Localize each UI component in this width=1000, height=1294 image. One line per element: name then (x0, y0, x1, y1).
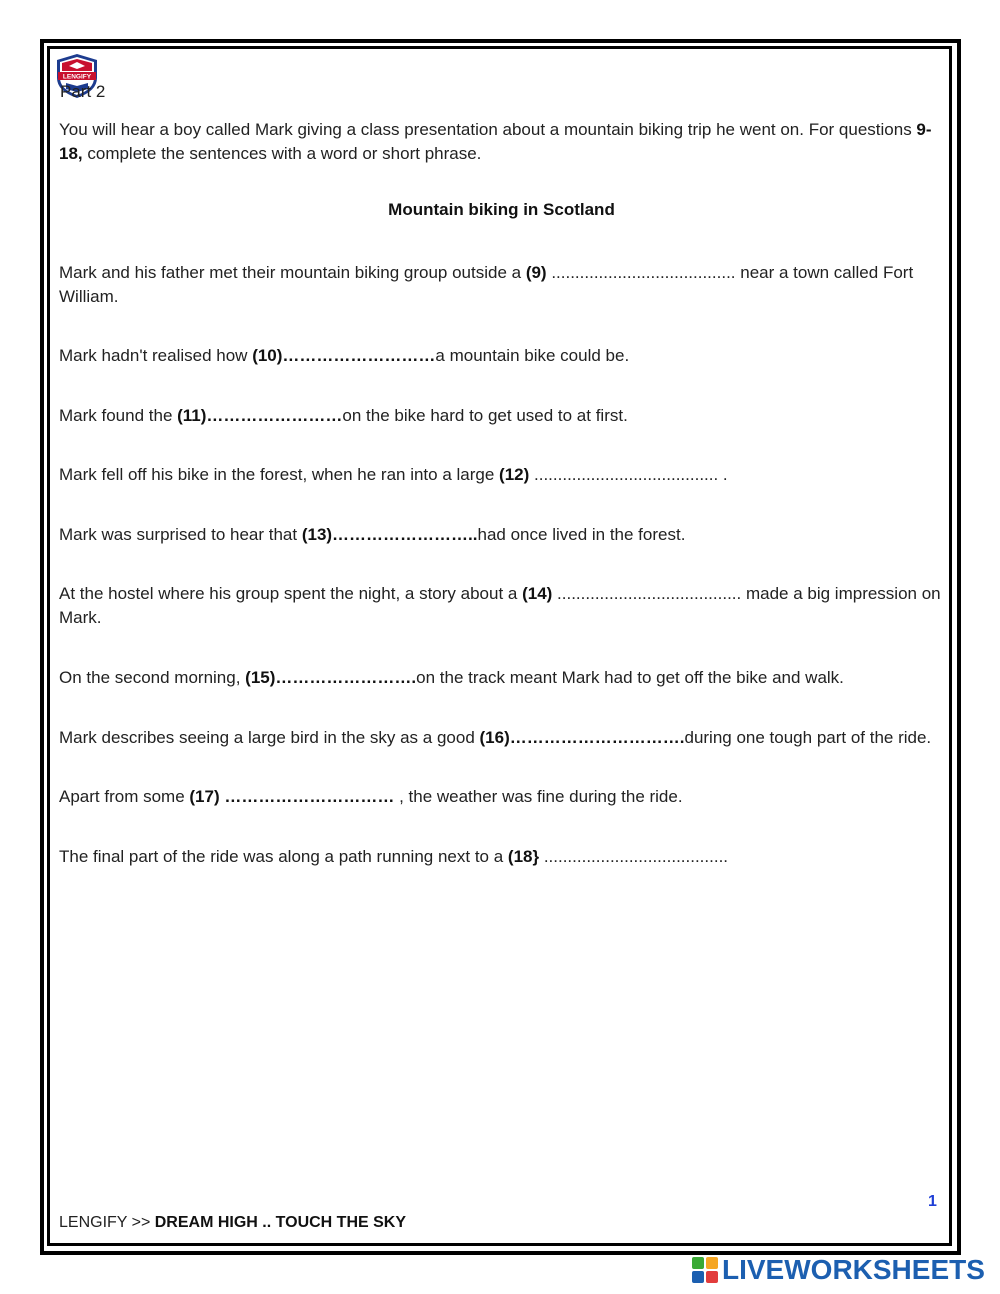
question-17: Apart from some (17) ………………………… , the weather was fine during the ride. (59, 787, 683, 806)
liveworksheets-text: LIVEWORKSHEETS (722, 1254, 985, 1285)
liveworksheets-logo-icon (692, 1257, 718, 1283)
question-16: Mark describes seeing a large bird in the sky as a good (16)………………………….during one tough part of the ride. (59, 728, 932, 747)
question-range: 9-18, (59, 120, 932, 163)
answer-blank[interactable]: (15)……………………. (245, 668, 417, 687)
question-number: (18} (507, 847, 540, 866)
svg-text:LENGIFY: LENGIFY (62, 73, 92, 81)
answer-blank[interactable]: (17) ………………………… (189, 787, 395, 806)
question-number: (9) (525, 263, 547, 282)
answer-blank[interactable]: (16)…………………………. (479, 728, 685, 747)
answer-blank[interactable]: (11)…………………… (177, 406, 343, 425)
question-9: Mark and his father met their mountain biking group outside a (9) ....................................... near a town called Fort William. (59, 263, 914, 306)
instructions-text-end: complete the sentences with a word or short phrase. (82, 144, 482, 163)
worksheet-title: Mountain biking in Scotland (388, 200, 615, 219)
question-14: At the hostel where his group spent the night, a story about a (14) ....................................... made a big impression on Mark. (59, 584, 941, 627)
answer-blank[interactable]: ....................................... . (529, 465, 728, 484)
part-label: Part 2 (60, 82, 106, 101)
question-12: Mark fell off his bike in the forest, when he ran into a large (12) ....................................... . (59, 465, 728, 484)
question-10: Mark hadn't realised how (10)………………………a mountain bike could be. (59, 346, 630, 365)
page-number: 1 (928, 1193, 937, 1210)
question-18: The final part of the ride was along a path running next to a (18} ....................................... (59, 847, 729, 866)
question-11: Mark found the (11)……………………on the bike hard to get used to at first. (59, 406, 628, 425)
instructions-text-start: You will hear a boy called Mark giving a class presentation about a mountain biking trip he went on. For questions (59, 120, 917, 139)
answer-blank[interactable]: (13)…………………….. (301, 525, 478, 544)
answer-blank[interactable]: ....................................... (539, 847, 729, 866)
question-13: Mark was surprised to hear that (13)……………………..had once lived in the forest. (59, 525, 686, 544)
footer-slogan: DREAM HIGH .. TOUCH THE SKY (154, 1214, 407, 1231)
answer-blank[interactable]: ....................................... near a town called Fort William. (59, 263, 914, 306)
question-15: On the second morning, (15)…………………….on the track meant Mark had to get off the bike and walk. (59, 668, 844, 687)
question-number: (12) (499, 465, 530, 484)
answer-blank[interactable]: ....................................... made a big impression on Mark. (59, 584, 941, 627)
liveworksheets-watermark (692, 1255, 985, 1285)
footer-brand: LENGIFY >> (59, 1214, 155, 1231)
question-number: (14) (522, 584, 553, 603)
answer-blank[interactable]: (10)……………………… (252, 346, 436, 365)
instructions (59, 118, 944, 166)
page-inner-border (47, 46, 952, 1246)
footer (59, 1214, 406, 1232)
